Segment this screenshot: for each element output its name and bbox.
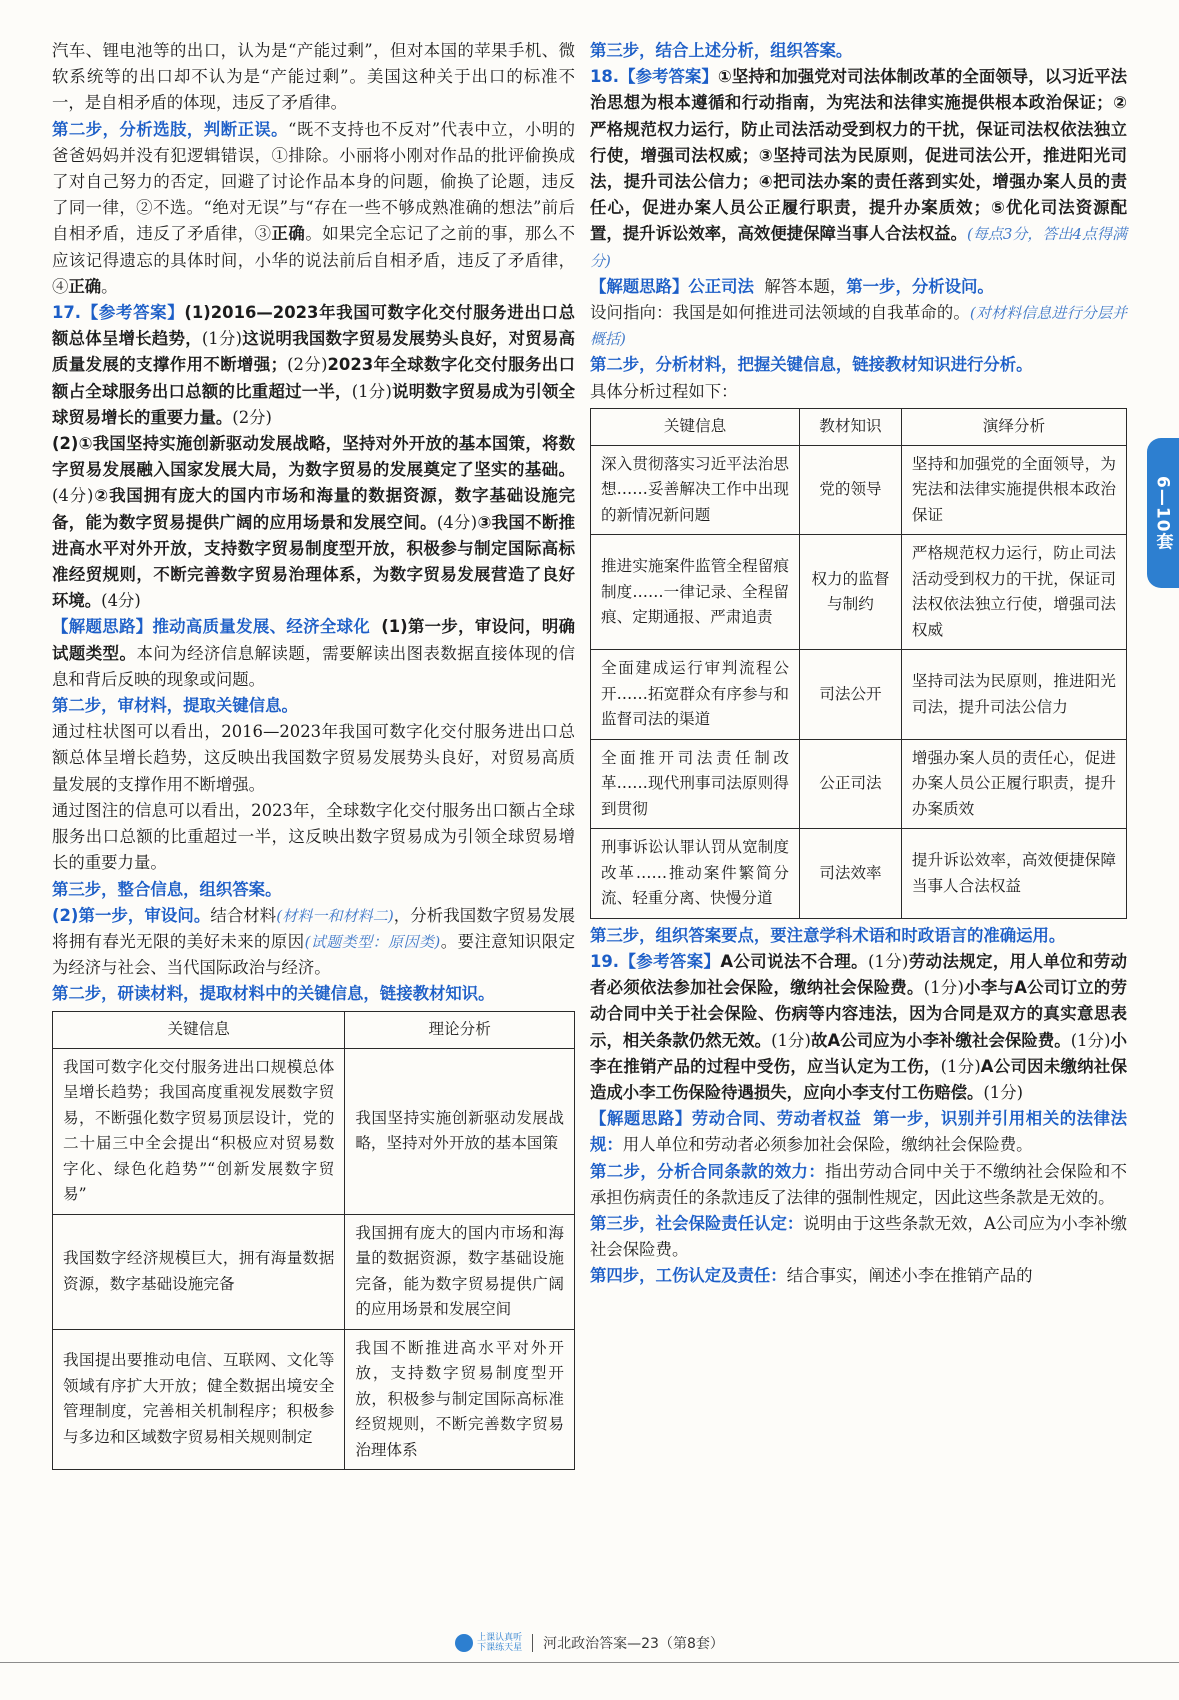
page-number-label: 河北政治答案—23（第8套） — [543, 1636, 724, 1652]
table-row — [591, 535, 1127, 650]
table-cell: 刑事诉讼认罪认罚从宽制度改革……推动案件繁简分流、轻重分离、快慢分道 — [591, 829, 800, 919]
q17-analysis-step2-p1: 通过柱状图可以看出，2016—2023年我国可数字化交付服务进出口总额总体呈增长趋势，这反映出我国数字贸易发展势头良好，对贸易高质量发展的支撑作用不断增强。 — [52, 722, 575, 794]
table-cell: 我国数字经济规模巨大，拥有海量数据资源，数字基础设施完备 — [53, 1214, 345, 1329]
q17-analysis-table — [52, 1011, 575, 1471]
table-row — [591, 739, 1127, 829]
table-cell: 我国坚持实施创新驱动发展战略，坚持对外开放的基本国策 — [345, 1048, 575, 1214]
q17-analysis-step1: 【解题思路】推动高质量发展、经济全球化 (1)第一步，审设问，明确试题类型。本问为经济信息解读题，需要解读出图表数据直接体现的信息和背后反映的现象或问题。 — [52, 617, 576, 689]
right-column — [590, 38, 1127, 1290]
q17-analysis-step3-label: 第三步，整合信息，组织答案。 — [52, 879, 282, 899]
q19-answer: 19.【参考答案】A公司说法不合理。(1分)劳动法规定，用人单位和劳动者必须依法参加社会保险，缴纳社会保险费。(1分)小李与A公司订立的劳动合同中关于社会保险、伤病等内容违法，因为合同是双方的真实意思表示，相关条款仍然无效。(1分)故A公司应为小李补缴社会保险费。(1分)小李在推销产品的过程中受伤，应当认定为工伤，(1分)A公司因未缴纳社保造成小李工伤保险待遇损失，应向小李支付工伤赔偿。(1分) — [590, 952, 1128, 1103]
table-row — [591, 829, 1127, 919]
q18-step2-text: 具体分析过程如下： — [590, 381, 738, 401]
page-footer — [0, 1628, 1179, 1658]
table-cell: 我国拥有庞大的国内市场和海量的数据资源，数字基础设施完备，能为数字贸易提供广阔的应用场景和发展空间 — [345, 1214, 575, 1329]
table-cell: 坚持和加强党的全面领导，为宪法和法律实施提供根本政治保证 — [901, 445, 1126, 535]
table-header: 理论分析 — [345, 1011, 575, 1048]
table-cell: 严格规范权力运行，防止司法活动受到权力的干扰，保证司法权依法独立行使，增强司法权威 — [901, 535, 1126, 650]
q17-2-step2-label: 第二步，研读材料，提取材料中的关键信息，链接教材知识。 — [52, 984, 495, 1004]
q17-step3-final: 第三步，结合上述分析，组织答案。 — [590, 41, 853, 60]
q19-analysis-step1: 【解题思路】劳动合同、劳动者权益 第一步，识别并引用相关的法律法规：用人单位和劳动者必须参加社会保险，缴纳社会保险费。 — [590, 1109, 1128, 1155]
answer-label: 19.【参考答案】 — [590, 952, 721, 972]
q17-answer-part2: (2)①我国坚持实施创新驱动发展战略，坚持对外开放的基本国策，将数字贸易发展融入国家发展大局，为数字贸易的发展奠定了坚实的基础。(4分)②我国拥有庞大的国内市场和海量的数据资源，数字基础设施完备，能为数字贸易提供广阔的应用场景和发展空间。(4分)③我国不断推进高水平对外开放，支持数字贸易制度型开放，积极参与制定国际高标准经贸规则，不断完善数字贸易治理体系，为数字贸易发展营造了良好环境。(4分) — [52, 434, 576, 611]
table-cell: 公正司法 — [800, 739, 902, 829]
table-header: 演绎分析 — [901, 408, 1126, 445]
left-column — [52, 38, 575, 1474]
answer-label: 17.【参考答案】 — [52, 303, 185, 323]
table-header: 关键信息 — [53, 1011, 345, 1048]
q18-analysis-table — [590, 408, 1127, 919]
table-cell: 我国可数字化交付服务进出口规模总体呈增长趋势；我国高度重视发展数字贸易，不断强化数字贸易顶层设计，党的二十届三中全会提出“积极应对贸易数字化、绿色化趋势”“创新发展数字贸易” — [53, 1048, 345, 1214]
publisher-logo: 上课认真听 下课练天星 — [455, 1633, 522, 1653]
table-cell: 坚持司法为民原则，推进阳光司法，提升司法公信力 — [901, 650, 1126, 740]
table-cell: 党的领导 — [800, 445, 902, 535]
table-cell: 权力的监督与制约 — [800, 535, 902, 650]
table-cell: 我国提出要推动电信、互联网、文化等领域有序扩大开放；健全数据出境安全管理制度，完善相关机制程序；积极参与多边和区域数字贸易相关规则制定 — [53, 1329, 345, 1470]
q18-step3: 第三步，组织答案要点，要注意学科术语和时政语言的准确运用。 — [590, 925, 1066, 945]
q17-analysis-step2-label: 第二步，审材料，提取关键信息。 — [52, 696, 298, 716]
table-cell: 提升诉讼效率，高效便捷保障当事人合法权益 — [901, 829, 1126, 919]
table-row — [53, 1048, 575, 1214]
step2-paragraph: 第二步，分析选肢，判断正误。“既不支持也不反对”代表中立，小明的爸爸妈妈并没有犯逻辑错误，①排除。小丽将小刚对作品的批评偷换成了对自己努力的否定，回避了讨论作品本身的问题，偷换了论题，违反了同一律，②不选。“绝对无误”与“存在一些不够成熟准确的想法”前后自相矛盾，违反了矛盾律，③正确。如果完全忘记了之前的事，那么不应该记得遗忘的具体时间，小华的说法前后自相矛盾，违反了矛盾律，④正确。 — [52, 119, 576, 296]
q18-question-direction: 设问指向：我国是如何推进司法领域的自我革命的。(对材料信息进行分层并概括) — [590, 303, 1128, 349]
intro-paragraph: 汽车、锂电池等的出口，认为是“产能过剩”，但对本国的苹果手机、微软系统等的出口却不认为是“产能过剩”。美国这种关于出口的标准不一，是自相矛盾的体现，违反了矛盾律。 — [52, 41, 575, 113]
table-header-row — [591, 408, 1127, 445]
table-header: 关键信息 — [591, 408, 800, 445]
q19-analysis-step2: 第二步，分析合同条款的效力：指出劳动合同中关于不缴纳社会保险和不承担伤病责任的条款违反了法律的强制性规定，因此这些条款是无效的。 — [590, 1161, 1128, 1207]
bottom-divider — [0, 1662, 1179, 1663]
footer-divider — [532, 1634, 533, 1652]
table-row — [591, 650, 1127, 740]
q18-step2: 第二步，分析材料，把握关键信息，链接教材知识进行分析。 — [590, 355, 1033, 375]
q19-analysis-step3: 第三步，社会保险责任认定：说明由于这些条款无效，A公司应为小李补缴社会保险费。 — [590, 1214, 1128, 1260]
q19-analysis-step4: 第四步，工伤认定及责任：结合事实，阐述小李在推销产品的 — [590, 1266, 1033, 1286]
table-cell: 推进实施案件监管全程留痕制度……一律记录、全程留痕、定期通报、严肃追责 — [591, 535, 800, 650]
logo-icon — [455, 1634, 473, 1652]
table-header: 教材知识 — [800, 408, 902, 445]
q17-answer-part1: 17.【参考答案】(1)2016—2023年我国可数字化交付服务进出口总额总体呈增长趋势，(1分)这说明我国数字贸易发展势头良好，对贸易高质量发展的支撑作用不断增强；(2分)2023年全球数字化交付服务出口额占全球服务出口总额的比重超过一半，(1分)说明数字贸易成为引领全球贸易增长的重要力量。(2分) — [52, 303, 576, 427]
table-cell: 司法公开 — [800, 650, 902, 740]
table-row — [53, 1329, 575, 1470]
q17-analysis-step2-p2: 通过图注的信息可以看出，2023年，全球数字化交付服务出口额占全球服务出口总额的比重超过一半，这反映出数字贸易成为引领全球贸易增长的重要力量。 — [52, 800, 575, 873]
q18-analysis-intro: 【解题思路】公正司法 解答本题，第一步，分析设问。 — [590, 276, 994, 296]
answer-label: 18.【参考答案】 — [590, 67, 718, 87]
table-row — [53, 1214, 575, 1329]
q18-answer: 18.【参考答案】①坚持和加强党对司法体制改革的全面领导，以习近平法治思想为根本遵循和行动指南，为宪法和法律实施提供根本政治保证；②严格规范权力运行，防止司法活动受到权力的干扰，保证司法权依法独立行使，增强司法权威；③坚持司法为民原则，促进司法公开，推进阳光司法，提升司法公信力；④把司法办案的责任落到实处，增强办案人员的责任心，促进办案人员公正履行职责，提升办案质效；⑤优化司法资源配置，提升诉讼效率，高效便捷保障当事人合法权益。(每点3分，答出4点得满分) — [590, 67, 1127, 270]
table-cell: 深入贯彻落实习近平法治思想……妥善解决工作中出现的新情况新问题 — [591, 445, 800, 535]
step-label: 第二步，分析选肢，判断正误。 — [52, 119, 289, 139]
table-cell: 我国不断推进高水平对外开放，支持数字贸易制度型开放，积极参与制定国际高标准经贸规则，不断完善数字贸易治理体系 — [345, 1329, 575, 1470]
q17-2-step1: (2)第一步，审设问。结合材料(材料一和材料二)，分析我国数字贸易发展将拥有春光无限的美好未来的原因(试题类型：原因类)。要注意知识限定为经济与社会、当代国际政治与经济。 — [52, 905, 576, 978]
table-cell: 司法效率 — [800, 829, 902, 919]
table-header-row — [53, 1011, 575, 1048]
table-cell: 全面推开司法责任制改革……现代刑事司法原则得到贯彻 — [591, 739, 800, 829]
table-row — [591, 445, 1127, 535]
table-cell: 增强办案人员的责任心，促进办案人员公正履行职责，提升办案质效 — [901, 739, 1126, 829]
table-cell: 全面建成运行审判流程公开……拓宽群众有序参与和监督司法的渠道 — [591, 650, 800, 740]
set-range-tab: 6—10套 — [1147, 438, 1179, 588]
